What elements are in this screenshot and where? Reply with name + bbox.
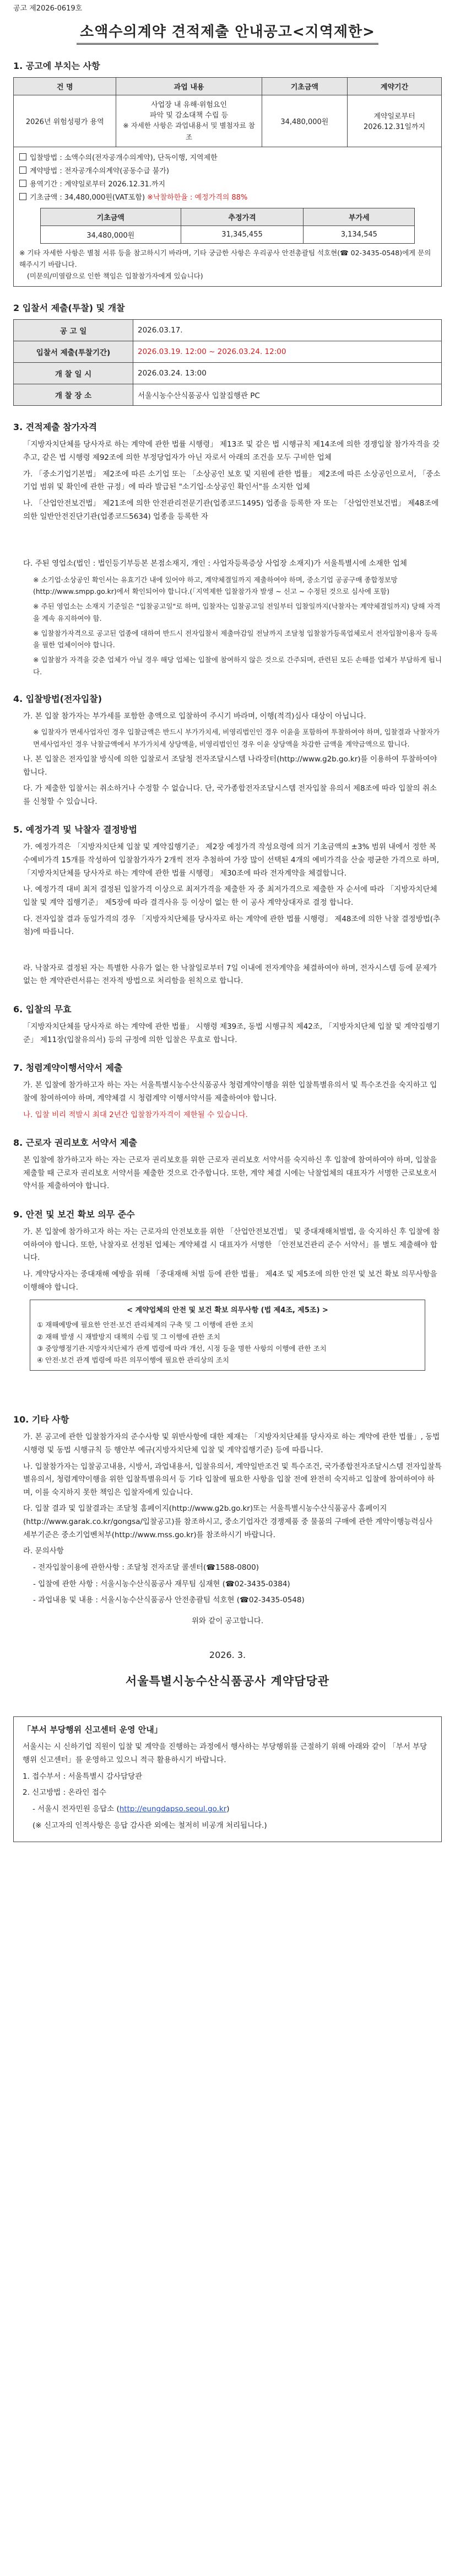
notice-date: 2026. 3.: [209, 1650, 246, 1661]
schedule-label: 개 찰 장 소: [14, 384, 133, 406]
schedule-table: [13, 319, 442, 406]
notice-number: 공고 제2026-0619호: [13, 4, 83, 13]
report-center-box: [13, 1716, 442, 1842]
spacer: [13, 527, 442, 554]
safety-text: 가. 본 입찰에 참가하고자 하는 자는 근로자의 안전보호를 위한 「산업안전보건법」 및 중대재해처벌법, 을 숙지하신 후 입찰에 참여하여야 합니다. 또한, 낙찰자로 선정된 업체는 계약체결 시 대표자가 서명한 「안전보건관리 준수 서약서」를 별도 제출해야 합니다.: [23, 1227, 440, 1263]
contract-table: [13, 77, 442, 147]
price-col: 기초금액: [40, 208, 181, 226]
misc-item: 다. 입찰 결과 및 입찰결과는 조달청 홈페이지(http://www.g2b.go.kr)또는 서울특별시농수산식품공사 홈페이지(http://www.garak.co.kr/gongsa/입찰공고)를 참조하시고, 중소기업자간 경쟁제품 중 물품의 구매에 관한 계약이행능력심사 세부기준은 중소기업벤처부(http://www.mss.go.kr)를 참조하시기 바랍니다.: [23, 1504, 433, 1539]
section-1-note: ※ 기타 자세한 사항은 별첨 서류 등을 참고하시기 바라며, 기타 궁금한 사항은 우리공사 안전총괄팀 석호현(☎ 02-3435-0548)에게 문의 해주시기 바랍니다.: [19, 248, 431, 269]
price-basic: 34,480,000원: [40, 226, 181, 243]
integrity-text: 가. 본 입찰에 참가하고자 하는 자는 서울특별시농수산식품공사 청렴계약이행을 위한 입찰특별유의서 및 특수조건을 숙지하고 입찰에 참여하여야 하며, 계약체결 시 청렴계약 이행서약서를 제출하여야 합니다.: [23, 1081, 437, 1103]
report-item: - 서울시 전자민원 응답소 (http://eungdapso.seoul.go.kr): [32, 1804, 230, 1813]
schedule-value: 서울시농수산식품공사 입찰집행관 PC: [133, 384, 442, 406]
worker-rights-text: 본 입찰에 참가하고자 하는 자는 근로자 권리보호를 위한 근로자 권리보호 서약서를 숙지하신 후 입찰에 참여하여야 하며, 입찰을 제출할 때 근로자 권리보호 서약서를 제출한 것으로 간주합니다. 또한, 계약 체결 시에는 낙찰업체의 대표자가 서명한 근로보호서약서를 제출하여야 합니다.: [23, 1156, 437, 1191]
contract-method-line: 계약방법 : 전자공개수의계약(공동수급 불가): [19, 165, 436, 178]
price-table: [40, 208, 415, 244]
report-item: 2. 신고방법 : 온라인 접수: [23, 1788, 106, 1797]
table-row: [40, 226, 414, 243]
contract-name: 2026년 위험성평가 용역: [14, 95, 116, 147]
title-wrapper: [13, 20, 442, 45]
bid-method-item: 다. 가 제출한 입찰서는 취소하거나 수정할 수 없습니다. 단, 국가종합전자조달시스템 전자입찰 유의서 제8조에 따라 입찰의 취소를 신청할 수 있습니다.: [23, 784, 437, 806]
bid-method-note: ※ 입찰자가 면세사업자인 경우 입찰금액은 반드시 부가가치세, 비영리법인인 경우 이윤을 포함하여 투찰하여야 하며, 입찰결과 낙찰자가 면세사업자인 경우 낙찰금액에서 부가가치세 상당액을, 비영리법인인 경우 이윤 상당액을 차감한 금액을 계약금액으로 합니다.: [33, 728, 440, 748]
price-col: 부가세: [304, 208, 415, 226]
section-7-heading: 7. 청렴계약이행서약서 제출: [13, 1062, 123, 1074]
period-line: 계약일로부터: [373, 112, 415, 121]
report-title: 「부서 부당행위 신고센터 운영 안내」: [23, 1725, 162, 1735]
bid-method-item: 나. 본 입찰은 전자입찰 방식에 의한 입찰로서 조달청 전자조달시스템 나라장터(http://www.g2b.go.kr)를 이용하여 투찰하여야 합니다.: [23, 754, 437, 777]
qualification-item: 나. 「산업안전보건법」 제21조에 의한 안전관리전문기관(업종코드1495) 업종을 등록한 자 또는 「산업안전보건법」 제48조에 의한 일반안전진단기관(업종코드5634) 업종을 등록한 자: [23, 498, 439, 521]
table-row: [14, 363, 442, 384]
price-table-header: [40, 208, 414, 226]
section-9-heading: 9. 안전 및 보건 확보 의무 준수: [13, 1209, 135, 1220]
table-row: [14, 341, 442, 363]
content-note: ※ 자세한 사항은 과업내용서 및 별첨자료 참조: [123, 121, 255, 142]
col-period: 계약기간: [348, 78, 442, 95]
schedule-label: 공 고 일: [14, 320, 133, 341]
service-period-line: 용역기간 : 계약일로부터 2026.12.31.까지: [19, 178, 436, 191]
list-item: ② 재해 발생 시 재발방지 대책의 수립 및 그 이행에 관한 조치: [37, 1332, 220, 1341]
table-row: [14, 95, 442, 147]
issuing-organization: 서울특별시농수산식품공사 계약담당관: [125, 1675, 330, 1688]
misc-item: 가. 본 공고에 관한 입찰참가자의 준수사항 및 위반사항에 대한 제재는 「지방자치단체를 당사자로 하는 계약에 관한 법률」, 동법 시행령 및 동법 시행규칙 등 행안부 예규(지방자치단체 입찰 및 계약집행기준) 등에 따릅니다.: [23, 1432, 440, 1455]
schedule-value: 2026.03.19. 12:00 ~ 2026.03.24. 12:00: [133, 341, 442, 363]
col-name: 건 명: [14, 78, 116, 95]
qualification-note: ※ 입찰참가 자격을 갖춘 업체가 아닐 경우 해당 업체는 입찰에 참여하지 않은 것으로 간주되며, 관련된 모든 손해를 업체가 부담하게 됩니다.: [33, 656, 442, 676]
invalid-bid-text: 「지방자치단체를 당사자로 하는 계약에 관한 법률」 시행령 제39조, 동법 시행규칙 제42조, 「지방자치단체 입찰 및 계약집행기준」 제11장(입찰유의서) 등의 규정에 의한 입찰은 무효로 합니다.: [23, 1022, 440, 1044]
report-item: 1. 접수부서 : 서울특별시 감사담당관: [23, 1772, 143, 1781]
lower-limit-rate: ※낙찰하한율 : 예정가격의 88%: [147, 193, 248, 202]
award-item: 라. 낙찰자로 결정된 자는 특별한 사유가 없는 한 낙찰일로부터 7일 이내에 전자계약을 체결하여야 하며, 전자시스템 등에 문제가 없는 한 계약관련서류는 전자적 방법으로 처리함을 원칙으로 합니다.: [23, 963, 437, 986]
checkbox-icon: [19, 193, 26, 200]
contract-content: [116, 95, 262, 147]
price-col: 추정가격: [181, 208, 304, 226]
closing-text: 위와 같이 공고합니다.: [191, 1616, 264, 1625]
section-1-note: (미문의/미열람으로 인한 책임은 입찰참가자에게 있습니다): [27, 272, 203, 281]
section-8-heading: 8. 근로자 권리보호 서약서 제출: [13, 1137, 137, 1149]
price-estimate: 31,345,455: [181, 226, 304, 243]
schedule-label: 입찰서 제출(투찰기간): [14, 341, 133, 363]
qualification-note: ※ 입찰참가자격으로 공고된 업종에 대하여 반드시 전자입찰서 제출마감일 전날까지 조달청 입찰참가등록업체로서 전자입찰이용자 등록을 필한 업체이어야 합니다.: [33, 629, 438, 650]
integrity-warning: 나. 입찰 비리 적발시 최대 2년간 입찰참가자격이 제한될 수 있습니다.: [23, 1110, 248, 1119]
bid-method-line: 입찰방법 : 소액수의(전자공개수의계약), 단독이행, 지역제한: [19, 152, 436, 165]
price-vat: 3,134,545: [304, 226, 415, 243]
misc-item: 나. 입찰참가자는 입찰공고내용, 시방서, 과업내용서, 입찰유의서, 계약일반조건 및 특수조건, 국가종합전자조달시스템 전자입찰특별유의서, 청렴계약이행을 위한 입찰특별유의서 등 기타 입찰에 필요한 사항을 입찰 전에 완전히 숙지하고 입찰에 참여하여야 하며, 이를 숙지하지 못한 책임은 입찰자에게 있습니다.: [23, 1462, 442, 1497]
section-6-heading: 6. 입찰의 무효: [13, 1004, 72, 1015]
contact-line: - 입찰에 관한 사항 : 서울시농수산식품공사 재무팀 심재현 (☎02-3435-0384): [33, 1579, 290, 1588]
spacer: [13, 942, 442, 959]
bid-method-item: 가. 본 입찰 참가자는 부가세를 포함한 총액으로 입찰하여 주시기 바라며, 이행(적격)심사 대상이 아닙니다.: [23, 711, 366, 721]
report-body: 서울시는 시 신하기업 직원이 입찰 및 계약을 진행하는 과정에서 행사하는 부당행위를 근절하기 위해 아래와 같이 「부서 부당행위 신고센터」를 운영하고 있으니 적극 활용하시기 바랍니다.: [23, 1742, 427, 1765]
schedule-value: 2026.03.17.: [133, 320, 442, 341]
section-3-heading: 3. 견적제출 참가자격: [13, 422, 97, 433]
contact-line: - 전자입찰이용에 관한사항 : 조달청 전자조달 콜센터(☎1588-0800): [33, 1563, 259, 1572]
table-row: [14, 320, 442, 341]
safety-obligation-box: [30, 1300, 425, 1371]
contract-amount: 34,480,000원: [262, 95, 347, 147]
list-item: ④ 안전·보건 관계 법령에 따른 의무이행에 필요한 관리상의 조치: [37, 1356, 229, 1365]
contact-line: - 과업내용 및 내용 : 서울시농수산식품공사 안전총괄팀 석호현 (☎02-3435-0548): [33, 1596, 305, 1605]
safety-text: 나. 계약당사자는 중대재해 예방을 위해 「중대재해 처벌 등에 관한 법률」 제4조 및 제5조에 의한 안전 및 보건 확보 의무사항을 이행해야 합니다.: [23, 1269, 437, 1292]
report-note: (※ 신고자의 인적사항은 응답 감사관 외에는 철저히 비공개 처리됩니다.): [32, 1821, 267, 1830]
bid-info-box: [13, 147, 442, 287]
schedule-label: 개 찰 일 시: [14, 363, 133, 384]
award-item: 나. 예정가격 대비 최저 결정된 입찰가격 이상으로 최저가격을 제출한 자 중 최저가격으로 제출한 자 순서에 따라 「지방자치단체 입찰 및 계약 집행기준」 제5장에 따라 결격사유 등 이상이 없는 한 이 공사 계약상대자로 결정 합니다.: [23, 885, 437, 907]
qualification-item: 가. 「중소기업기본법」 제2조에 따른 소기업 또는 「소상공인 보호 및 지원에 관한 법률」 제2조에 따른 소상공인으로서, 「중소기업 범위 및 확인에 관한 규정」에 따라 발급된 "소기업·소상공인 확인서"를 소지한 업체: [23, 469, 441, 492]
section-10-heading: 10. 기타 사항: [13, 1414, 69, 1425]
checkbox-icon: [19, 153, 26, 160]
report-link[interactable]: http://eungdapso.seoul.go.kr: [119, 1804, 227, 1813]
contract-period: [348, 95, 442, 147]
safety-box-title: < 계약업체의 안전 및 보건 확보 의무사항 (법 제4조, 제5조) >: [127, 1306, 328, 1315]
table-row: [14, 384, 442, 406]
misc-item: 라. 문의사항: [23, 1547, 64, 1556]
checkbox-icon: [19, 167, 26, 174]
col-content: 과업 내용: [116, 78, 262, 95]
qualification-note: ※ 소기업·소상공인 확인서는 유효기간 내에 있어야 하고, 계약체결일까지 제출하여야 하며, 중소기업 공공구매 종합정보망(http://www.smpp.go.kr)에서 확인되어야 합니다.(「지역제한 입찰참가자 발생 ~ 신고 ~ 수정된 것으로 심사에 포함): [33, 575, 398, 596]
spacer: [13, 1376, 442, 1398]
contract-table-header: [14, 78, 442, 95]
document-title: 소액수의계약 견적제출 안내공고<지역제한>: [77, 20, 378, 45]
section-5-heading: 5. 예정가격 및 낙찰자 결정방법: [13, 824, 137, 835]
award-item: 가. 예정가격은 「지방자치단체 입찰 및 계약집행기준」 제2장 예정가격 작성요령에 의거 기초금액의 ±3% 범위 내에서 정한 복수예비가격 15개를 작성하여 입찰참가자가 2개씩 전자 추첨하여 가장 많이 선택된 4개의 예비가격을 산술 평균한 가격으로 하며, 「지방자치단체를 당사자로 하는 계약에 관한 법률 시행령」 제30조에 따라 전자계약을 체결합니다.: [23, 842, 440, 878]
basic-amount-line: 기초금액 : 34,480,000원(VAT포함) ※낙찰하한율 : 예정가격의 88%: [19, 191, 436, 205]
list-item: ① 재해예방에 필요한 안전·보건 관리체계의 구축 및 그 이행에 관한 조치: [37, 1321, 254, 1329]
section-1-heading: 1. 공고에 부치는 사항: [13, 61, 100, 71]
col-amount: 기초금액: [262, 78, 347, 95]
content-line: 파악 및 감소대책 수립 등: [149, 111, 229, 120]
period-line: 2026.12.31일까지: [363, 123, 426, 132]
schedule-value: 2026.03.24. 13:00: [133, 363, 442, 384]
qualification-note: ※ 주된 영업소는 소재지 기준일은 "입찰공고일"로 하며, 입찰자는 입찰공고일 전일부터 입찰일까지(낙찰자는 계약체결일까지) 당해 자격을 계속 유지하여야 함.: [33, 602, 441, 622]
section-2-heading: 2 입찰서 제출(투찰) 및 개찰: [13, 303, 125, 314]
award-item: 다. 전자입찰 결과 동일가격의 경우 「지방자치단체를 당사자로 하는 계약에 관한 법률 시행령」 제48조에 의한 낙찰 결정방법(추첨)에 따릅니다.: [23, 914, 441, 937]
qualification-item: 다. 주된 영업소(법인 : 법인등기부등본 본점소재지, 개인 : 사업자등록증상 사업장 소재지)가 서울특별시에 소재한 업체: [23, 559, 407, 568]
content-line: 사업장 내 유해·위험요인: [151, 101, 228, 109]
section-4-heading: 4. 입찰방법(전자입찰): [13, 693, 102, 704]
checkbox-icon: [19, 180, 26, 187]
list-item: ③ 중앙행정기관·지방자치단체가 관계 법령에 따라 개선, 시정 등을 명한 사항의 이행에 관한 조치: [37, 1344, 327, 1353]
section-3-intro: 「지방자치단체를 당사자로 하는 계약에 관한 법률 시행령」 제13조 및 같은 법 시행규칙 제14조에 의한 경쟁입찰 참가자격을 갖추고, 같은 법 시행령 제92조에 의한 부정당업자가 아닌 자로서 아래의 조건을 모두 구비한 업체: [23, 440, 440, 463]
